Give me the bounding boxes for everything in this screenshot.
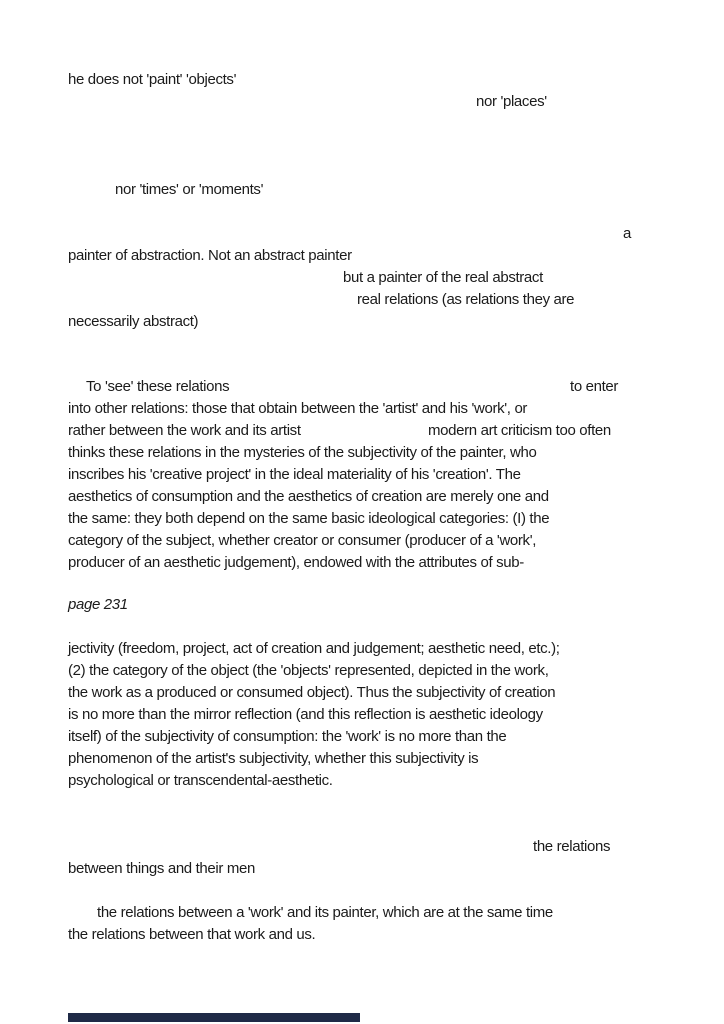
text-segment: phenomenon of the artist's subjectivity, whether this subjectivity is (68, 750, 479, 767)
text-segment: the relations (533, 838, 611, 855)
text-segment: is no more than the mirror reflection (and this reflection is aesthetic ideology (68, 706, 543, 723)
text-segment: category of the subject, whether creator or consumer (producer of a 'work', (68, 532, 537, 549)
text-line (0, 727, 724, 747)
text-line (0, 639, 724, 659)
text-line (0, 925, 724, 945)
text-segment: the relations between a 'work' and its painter, which are at the same time (97, 904, 553, 921)
text-segment: painter of abstraction. Not an abstract painter (68, 247, 352, 264)
text-line (0, 290, 724, 310)
text-segment: a (623, 225, 631, 242)
text-segment: between things and their men (68, 860, 255, 877)
text-line (0, 180, 724, 200)
text-line (0, 771, 724, 791)
text-line (0, 487, 724, 507)
text-segment: he does not 'paint' 'objects' (68, 71, 237, 88)
text-line (0, 903, 724, 923)
text-segment: nor 'places' (476, 93, 547, 110)
text-segment: rather between the work and its artist (68, 422, 301, 439)
text-segment: itself) of the subjectivity of consumption: the 'work' is no more than the (68, 728, 507, 745)
text-segment: jectivity (freedom, project, act of creation and judgement; aesthetic need, etc.); (68, 640, 560, 657)
text-segment: page 231 (68, 596, 128, 613)
text-segment: the relations between that work and us. (68, 926, 316, 943)
text-segment: aesthetics of consumption and the aesthetics of creation are merely one and (68, 488, 549, 505)
text-line (0, 443, 724, 463)
text-segment: To 'see' these relations (86, 378, 230, 395)
text-line (0, 465, 724, 485)
text-line (0, 705, 724, 725)
text-line (0, 683, 724, 703)
text-segment: but a painter of the real abstract (343, 269, 543, 286)
text-segment: psychological or transcendental-aesthetic. (68, 772, 333, 789)
text-segment: producer of an aesthetic judgement), endowed with the attributes of sub- (68, 554, 524, 571)
text-line (0, 553, 724, 573)
text-line (0, 837, 724, 857)
text-line (0, 224, 724, 244)
text-segment: nor 'times' or 'moments' (115, 181, 264, 198)
text-segment: inscribes his 'creative project' in the ideal materiality of his 'creation'. The (68, 466, 521, 483)
text-segment: the work as a produced or consumed object). Thus the subjectivity of creation (68, 684, 556, 701)
text-segment: modern art criticism too often (428, 422, 611, 439)
text-line (0, 399, 724, 419)
text-line (0, 70, 724, 90)
text-line (0, 92, 724, 112)
text-segment: into other relations: those that obtain between the 'artist' and his 'work', or (68, 400, 528, 417)
text-line (0, 268, 724, 288)
bottom-bar (68, 1013, 360, 1022)
text-segment: thinks these relations in the mysteries of the subjectivity of the painter, who (68, 444, 537, 461)
text-line (0, 661, 724, 681)
text-segment: necessarily abstract) (68, 313, 199, 330)
text-line (0, 531, 724, 551)
text-line (0, 246, 724, 266)
text-segment: real relations (as relations they are (357, 291, 575, 308)
text-line (0, 749, 724, 769)
text-segment: to enter (570, 378, 619, 395)
text-line (0, 859, 724, 879)
text-line (0, 312, 724, 332)
text-line (0, 595, 724, 615)
text-line (0, 377, 724, 397)
text-segment: the same: they both depend on the same basic ideological categories: (I) the (68, 510, 550, 527)
text-segment: (2) the category of the object (the 'objects' represented, depicted in the work, (68, 662, 549, 679)
text-line (0, 421, 724, 441)
text-line (0, 509, 724, 529)
